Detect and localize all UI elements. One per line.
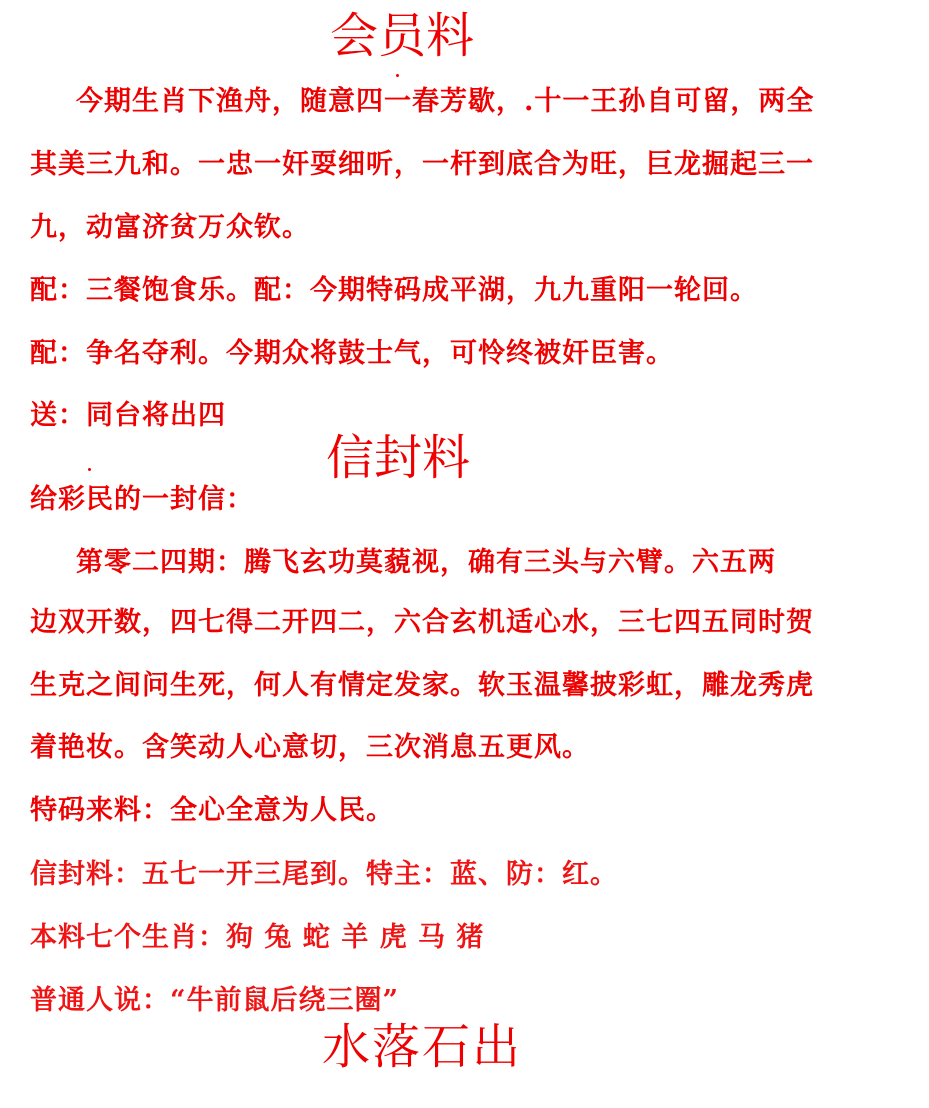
closing-phrase: 水落石出 [322, 1019, 523, 1075]
member-line-1: 今期生肖下渔舟，随意四一春芳歇，.十一王孙自可留，两全 [76, 86, 815, 117]
pairing-line-1: 配：三餐饱食乐。配：今期特码成平湖，九九重阳一轮回。 [30, 275, 758, 306]
pairing-line-2: 配：争名夺利。今期众将鼓士气，可怜终被奸臣害。 [30, 338, 674, 369]
letter-line-1: 第零二四期：腾飞玄功莫藐视，确有三头与六臂。六五两 [76, 547, 776, 578]
member-section-title: 会员料 [330, 8, 475, 64]
gift-line: 送：同台将出四 [30, 400, 226, 431]
scan-speck [396, 74, 399, 77]
saying-line: 普通人说：“牛前鼠后绕三圈” [30, 985, 400, 1016]
scan-speck [88, 468, 91, 471]
member-line-2: 其美三九和。一忠一奸耍细听，一杆到底合为旺，巨龙掘起三一 [30, 149, 814, 180]
letter-line-2: 边双开数，四七得二开四二，六合玄机适心水，三七四五同时贺 [30, 607, 814, 638]
letter-greeting: 给彩民的一封信： [30, 484, 254, 515]
zodiac-line: 本料七个生肖：狗 兔 蛇 羊 虎 马 猪 [30, 922, 485, 953]
envelope-tip-line: 信封料：五七一开三尾到。特主：蓝、防：红。 [30, 859, 618, 890]
envelope-section-title: 信封料 [326, 430, 471, 486]
letter-line-3: 生克之间问生死，何人有情定发家。软玉温馨披彩虹，雕龙秀虎 [30, 670, 814, 701]
letter-line-4: 着艳妆。含笑动人心意切，三次消息五更风。 [30, 732, 590, 763]
member-line-3: 九，动富济贫万众钦。 [30, 212, 310, 243]
special-code-line: 特码来料：全心全意为人民。 [30, 795, 394, 826]
